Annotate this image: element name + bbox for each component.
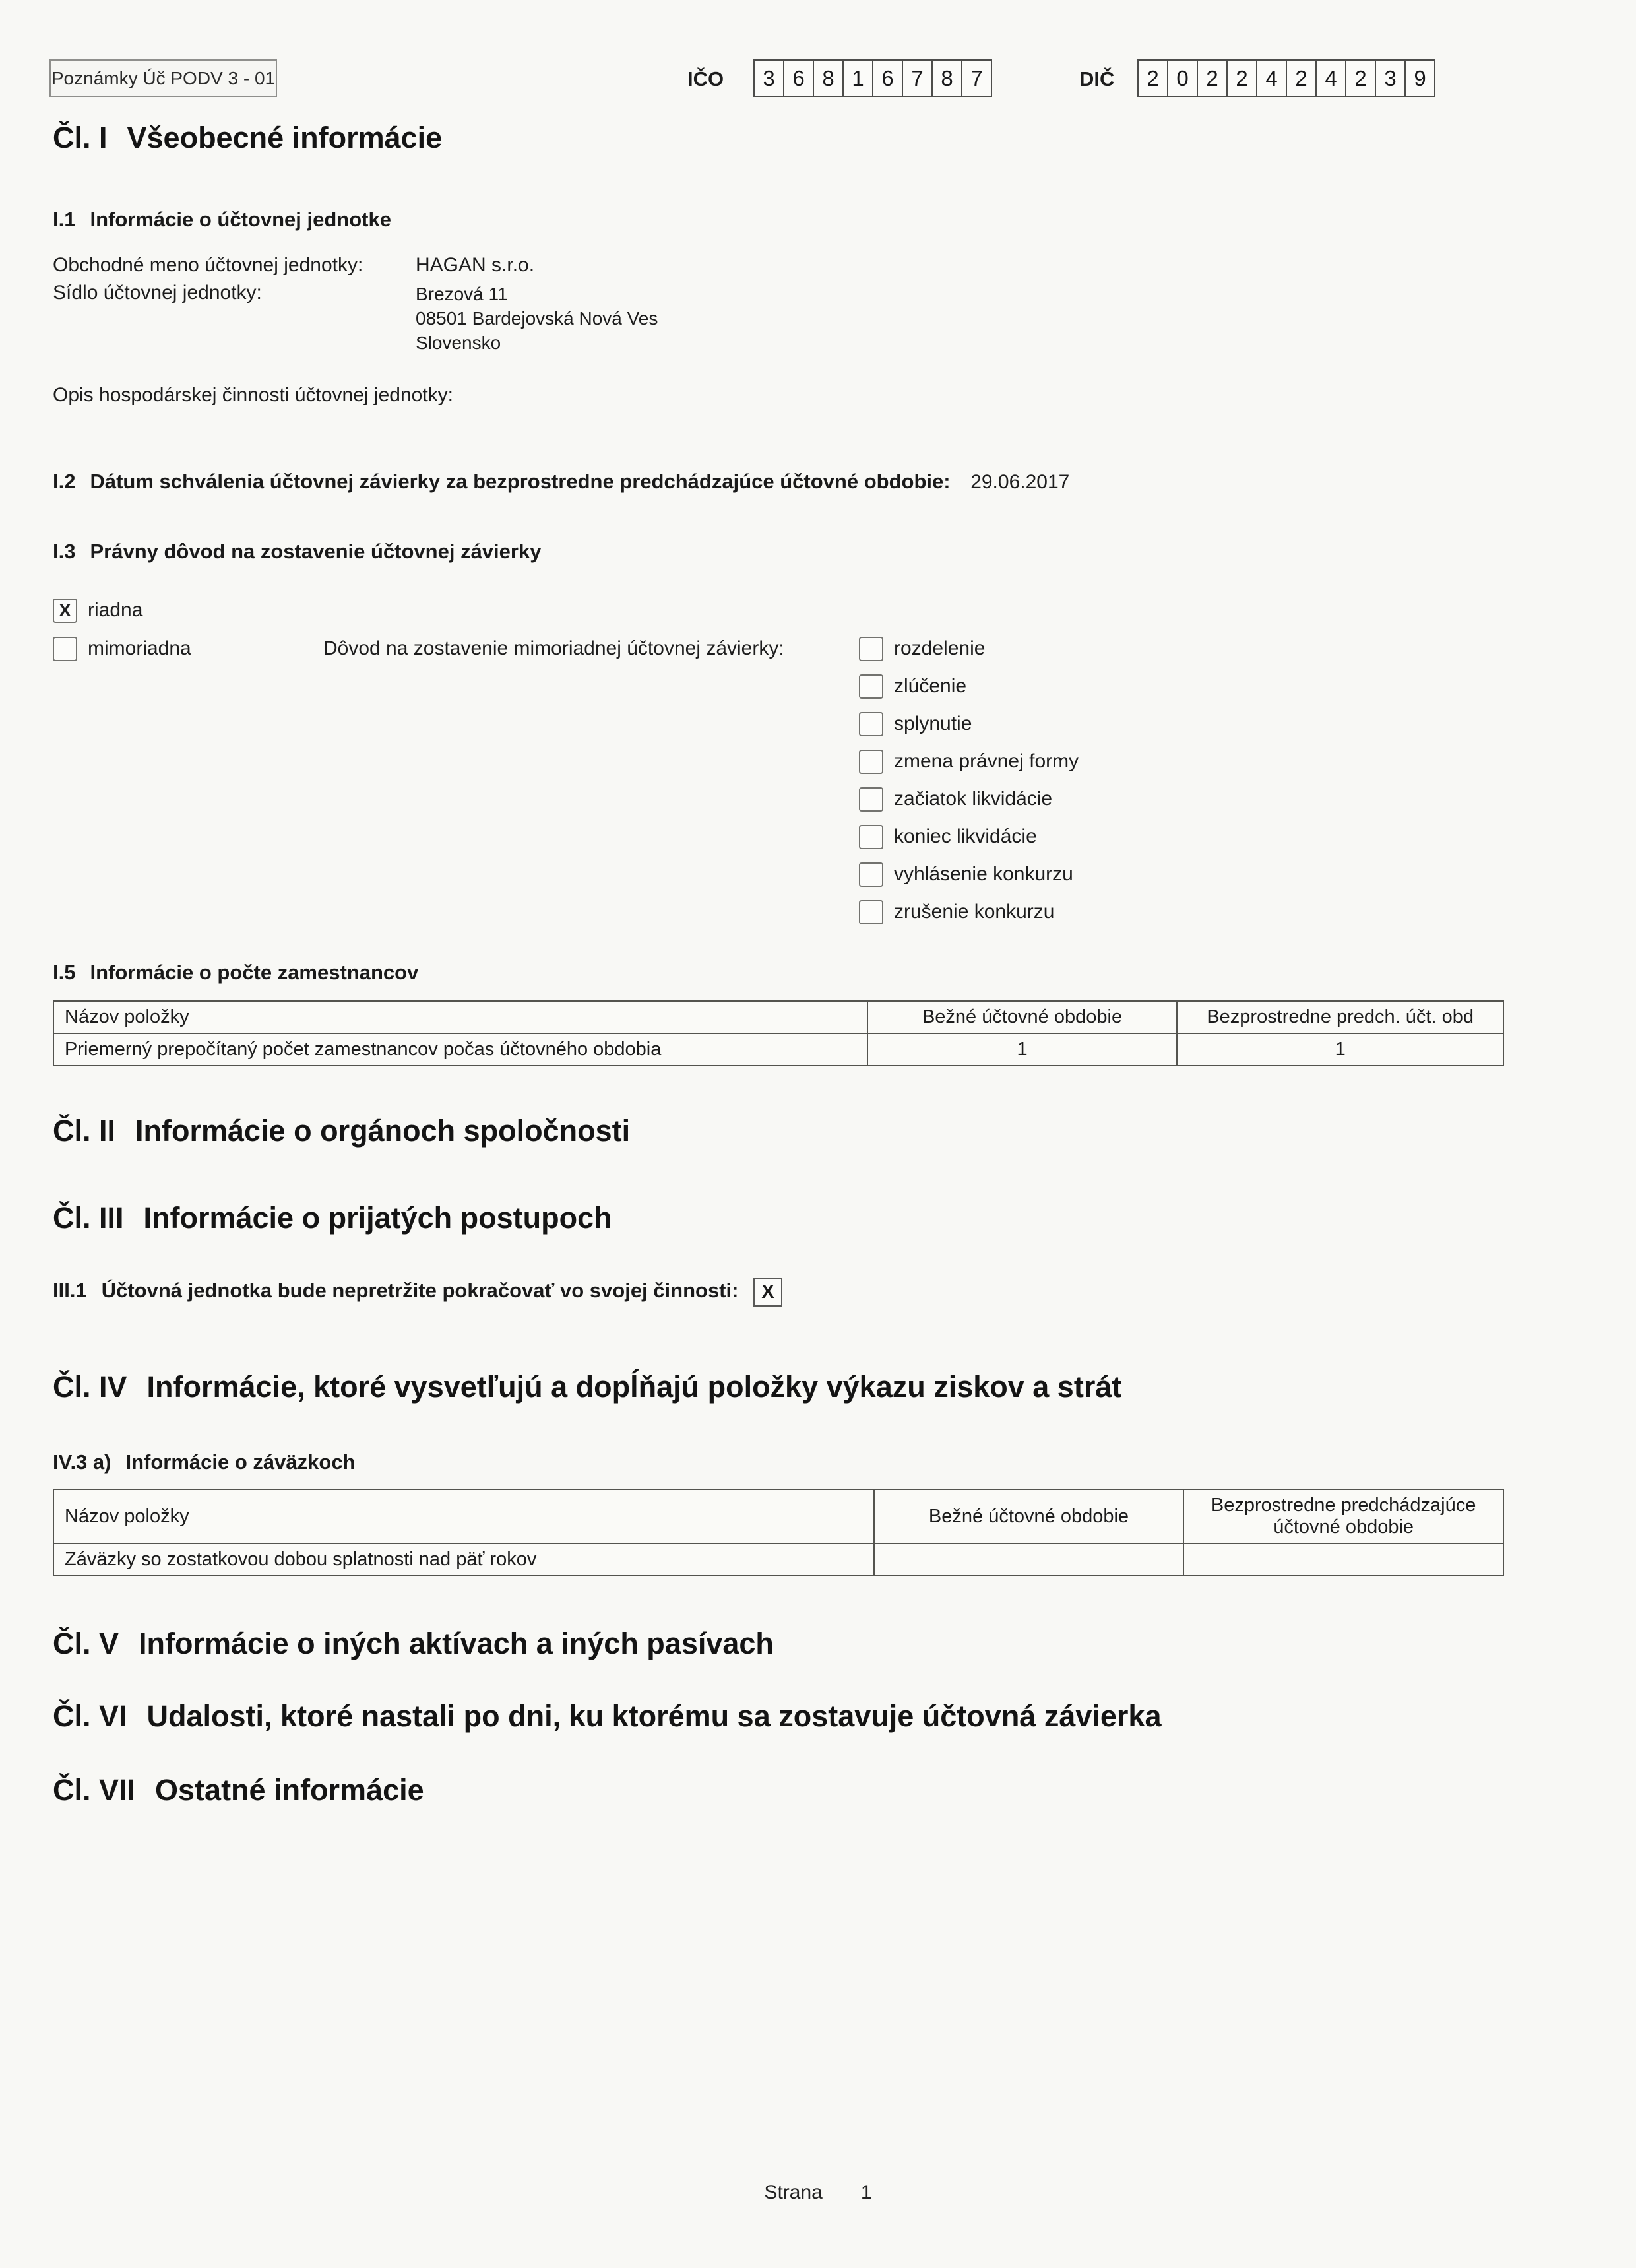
reason-row bbox=[859, 783, 1079, 816]
section-title-text: Ostatné informácie bbox=[155, 1773, 424, 1807]
section-title-text: Udalosti, ktoré nastali po dni, ku ktorému sa zostavuje účtovná závierka bbox=[146, 1699, 1162, 1733]
reason-row bbox=[859, 670, 1079, 703]
dic-digit: 2 bbox=[1197, 59, 1228, 97]
approval-date-value: 29.06.2017 bbox=[970, 471, 1070, 493]
reason-row bbox=[859, 820, 1079, 853]
ico-digit: 3 bbox=[753, 59, 784, 97]
liabilities-table bbox=[53, 1489, 1504, 1576]
reason-label: koniec likvidácie bbox=[894, 826, 1037, 847]
row-name-cell: Priemerný prepočítaný počet zamestnancov počas účtovného obdobia bbox=[53, 1033, 867, 1066]
row-current-cell: 1 bbox=[867, 1033, 1178, 1066]
reason-row bbox=[859, 858, 1079, 891]
ico-digit: 8 bbox=[931, 59, 962, 97]
ico-digit: 6 bbox=[783, 59, 814, 97]
section-number: Čl. III bbox=[53, 1201, 124, 1235]
row-name-cell: Záväzky so zostatkovou dobou splatnosti nad päť rokov bbox=[53, 1543, 874, 1576]
business-name-value: HAGAN s.r.o. bbox=[416, 254, 535, 276]
section-title-text: Informácie, ktoré vysvetľujú a dopĺňajú položky výkazu ziskov a strát bbox=[146, 1370, 1122, 1404]
column-header: Bežné účtovné obdobie bbox=[874, 1489, 1184, 1543]
heading-iv3 bbox=[53, 1450, 1583, 1474]
heading-i3 bbox=[53, 540, 1583, 564]
heading-text: Účtovná jednotka bude nepretržite pokračovať vo svojej činnosti: bbox=[101, 1279, 739, 1303]
reason-checkbox bbox=[859, 750, 883, 774]
section-number: Čl. II bbox=[53, 1114, 116, 1148]
reason-checkbox bbox=[859, 674, 883, 699]
heading-i5 bbox=[53, 961, 1583, 985]
heading-number: I.5 bbox=[53, 961, 76, 984]
dic-digit: 4 bbox=[1256, 59, 1287, 97]
address-value bbox=[416, 282, 658, 355]
reason-label: vyhlásenie konkurzu bbox=[894, 863, 1073, 885]
riadna-row bbox=[53, 594, 1583, 627]
dic-digit: 2 bbox=[1345, 59, 1376, 97]
section-cl7-title bbox=[53, 1773, 1583, 1807]
mimoriadna-block bbox=[53, 632, 1583, 933]
reason-checkbox bbox=[859, 862, 883, 887]
business-name-row bbox=[53, 254, 1583, 276]
section-title-text: Informácie o prijatých postupoch bbox=[143, 1201, 612, 1235]
going-concern-checkbox: X bbox=[753, 1278, 782, 1307]
ico-digit: 6 bbox=[872, 59, 903, 97]
heading-number: I.2 bbox=[53, 470, 76, 493]
heading-i1 bbox=[53, 208, 1583, 232]
reason-row bbox=[859, 745, 1079, 778]
address-label: Sídlo účtovnej jednotky: bbox=[53, 282, 262, 304]
heading-text: Informácie o účtovnej jednotke bbox=[90, 208, 391, 231]
table-row bbox=[53, 1543, 1503, 1576]
dic-digit-boxes bbox=[1137, 59, 1435, 97]
section-cl1-title bbox=[53, 121, 1583, 155]
section-number: Čl. IV bbox=[53, 1370, 127, 1404]
riadna-checkbox: X bbox=[53, 599, 77, 623]
form-id-box bbox=[49, 59, 277, 97]
row-current-cell bbox=[874, 1543, 1184, 1576]
reason-label: zlúčenie bbox=[894, 675, 967, 697]
column-header: Názov položky bbox=[53, 1489, 874, 1543]
reason-checkbox bbox=[859, 900, 883, 924]
reason-checkbox bbox=[859, 637, 883, 661]
section-number: Čl. VII bbox=[53, 1773, 136, 1807]
heading-number: IV.3 a) bbox=[53, 1450, 111, 1474]
heading-text: Dátum schválenia účtovnej závierky za bezprostredne predchádzajúce účtovné obdobie: bbox=[90, 470, 951, 493]
reason-label: rozdelenie bbox=[894, 637, 986, 659]
table-header-row bbox=[53, 1489, 1503, 1543]
reason-label: začiatok likvidácie bbox=[894, 788, 1053, 810]
section-cl5-title bbox=[53, 1627, 1583, 1661]
section-title-text: Informácie o iných aktívach a iných pasívach bbox=[139, 1627, 774, 1660]
section-cl2-title bbox=[53, 1114, 1583, 1148]
page-footer bbox=[0, 2182, 1636, 2204]
column-header: Bežné účtovné obdobie bbox=[867, 1001, 1178, 1033]
row-previous-cell bbox=[1183, 1543, 1503, 1576]
heading-number: III.1 bbox=[53, 1279, 87, 1303]
mimoriadna-label: mimoriadna bbox=[88, 637, 191, 659]
employees-table bbox=[53, 1000, 1504, 1066]
reason-checkbox bbox=[859, 787, 883, 812]
reason-row bbox=[859, 632, 1079, 665]
section-cl4-title bbox=[53, 1370, 1583, 1404]
section-number: Čl. I bbox=[53, 121, 108, 154]
ico-label: IČO bbox=[687, 67, 724, 90]
ico-digit-boxes bbox=[753, 59, 992, 97]
footer-label: Strana bbox=[764, 2182, 823, 2203]
dic-digit: 0 bbox=[1167, 59, 1198, 97]
dic-digit: 9 bbox=[1404, 59, 1435, 97]
dic-digit: 4 bbox=[1315, 59, 1346, 97]
dic-digit: 3 bbox=[1375, 59, 1406, 97]
heading-number: I.1 bbox=[53, 208, 76, 231]
reason-label: splynutie bbox=[894, 713, 972, 734]
heading-text: Informácie o počte zamestnancov bbox=[90, 961, 419, 984]
reason-list bbox=[859, 632, 1079, 933]
dic-label: DIČ bbox=[1079, 67, 1115, 90]
section-cl3-title bbox=[53, 1201, 1583, 1235]
column-header: Bezprostredne predch. účt. obd bbox=[1177, 1001, 1503, 1033]
column-header: Bezprostredne predchádzajúce účtovné obdobie bbox=[1183, 1489, 1503, 1543]
heading-text: Právny dôvod na zostavenie účtovnej závierky bbox=[90, 540, 542, 563]
riadna-label: riadna bbox=[88, 599, 143, 621]
table-header-row bbox=[53, 1001, 1503, 1033]
form-header bbox=[0, 0, 1636, 109]
heading-text: Informácie o záväzkoch bbox=[125, 1450, 356, 1474]
address-line: Slovensko bbox=[416, 333, 501, 353]
reason-row bbox=[859, 895, 1079, 928]
reason-row bbox=[859, 707, 1079, 740]
footer-page-number: 1 bbox=[860, 2182, 872, 2203]
address-line: 08501 Bardejovská Nová Ves bbox=[416, 308, 658, 329]
mimoriadna-checkbox bbox=[53, 637, 77, 661]
section-number: Čl. V bbox=[53, 1627, 119, 1660]
reason-checkbox bbox=[859, 712, 883, 736]
heading-iii1 bbox=[53, 1278, 1583, 1307]
activity-label: Opis hospodárskej činnosti účtovnej jednotky: bbox=[53, 384, 454, 406]
row-previous-cell: 1 bbox=[1177, 1033, 1503, 1066]
dic-digit: 2 bbox=[1137, 59, 1168, 97]
heading-i2 bbox=[53, 470, 1583, 494]
ico-digit: 7 bbox=[902, 59, 933, 97]
section-cl6-title bbox=[53, 1699, 1583, 1733]
column-header: Názov položky bbox=[53, 1001, 867, 1033]
dic-digit: 2 bbox=[1286, 59, 1317, 97]
section-number: Čl. VI bbox=[53, 1699, 127, 1733]
ico-digit: 1 bbox=[842, 59, 873, 97]
business-name-label: Obchodné meno účtovnej jednotky: bbox=[53, 254, 363, 276]
reason-caption: Dôvod na zostavenie mimoriadnej účtovnej závierky: bbox=[323, 637, 784, 659]
address-row bbox=[53, 282, 1583, 355]
address-line: Brezová 11 bbox=[416, 284, 508, 304]
heading-number: I.3 bbox=[53, 540, 76, 563]
section-title-text: Informácie o orgánoch spoločnosti bbox=[135, 1114, 631, 1148]
table-row bbox=[53, 1033, 1503, 1066]
reason-label: zmena právnej formy bbox=[894, 750, 1079, 772]
form-id-label: Poznámky Úč PODV 3 - 01 bbox=[51, 67, 276, 88]
dic-digit: 2 bbox=[1226, 59, 1257, 97]
section-title-text: Všeobecné informácie bbox=[127, 121, 443, 154]
reason-checkbox bbox=[859, 825, 883, 849]
ico-digit: 7 bbox=[961, 59, 992, 97]
ico-digit: 8 bbox=[813, 59, 844, 97]
mimoriadna-row bbox=[53, 632, 323, 665]
reason-label: zrušenie konkurzu bbox=[894, 901, 1055, 923]
